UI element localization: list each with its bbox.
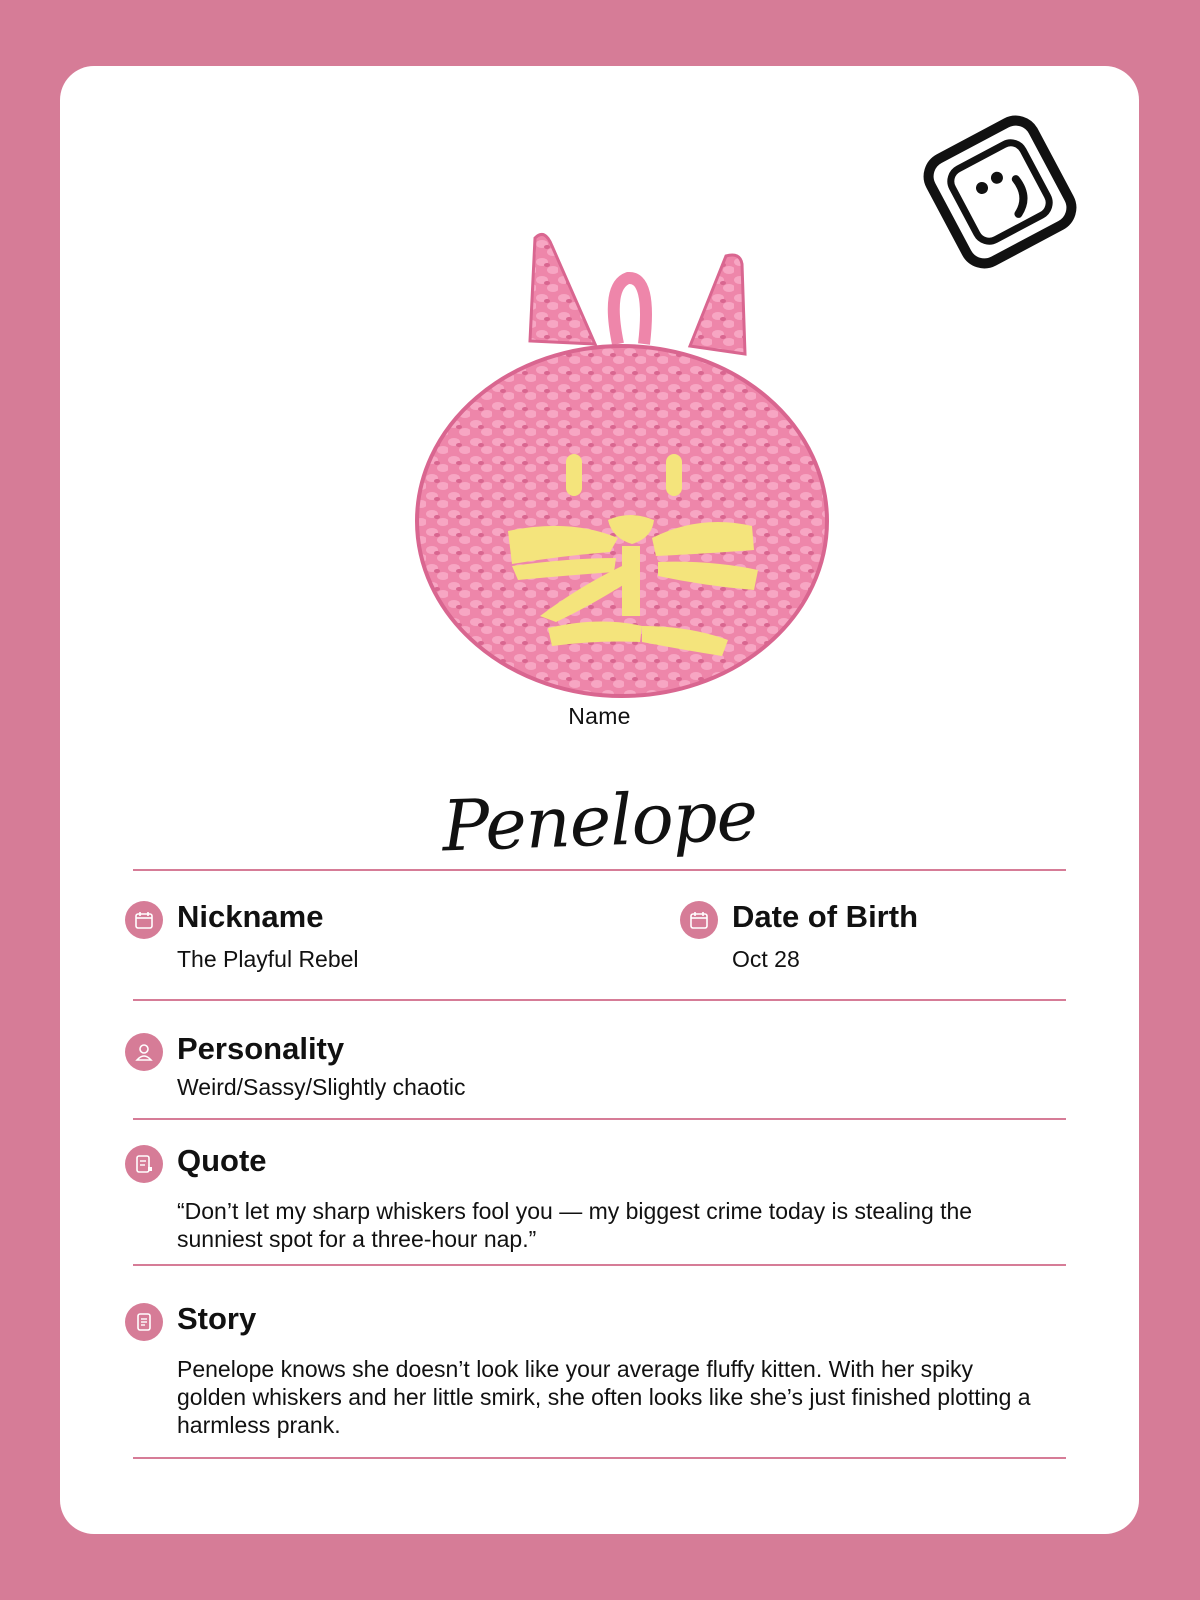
smiley-stamp-icon [920, 112, 1080, 272]
document-quote-icon [125, 1145, 163, 1183]
quote-title: Quote [177, 1143, 267, 1178]
divider [133, 999, 1066, 1001]
divider [133, 1118, 1066, 1120]
date-of-birth-title: Date of Birth [732, 899, 918, 934]
story-title: Story [177, 1301, 257, 1336]
name-label: Name [568, 703, 631, 729]
date-of-birth-value: Oct 28 [732, 946, 800, 972]
nickname-value: The Playful Rebel [177, 946, 359, 972]
personality-value: Weird/Sassy/Slightly chaotic [177, 1074, 466, 1100]
crochet-cat-image [360, 166, 840, 746]
divider [133, 1264, 1066, 1266]
nickname-title: Nickname [177, 899, 324, 934]
name-signature: Penelope [440, 774, 759, 868]
personality-title: Personality [177, 1031, 345, 1066]
story-value: Penelope knows she doesn’t look like your average fluffy kitten. With her spiky golden whiskers and her little smirk, she often looks like she’s just finished plotting a harmless prank. [177, 1356, 1031, 1438]
person-icon [125, 1033, 163, 1071]
document-icon [125, 1303, 163, 1341]
profile-card [60, 66, 1139, 1534]
quote-value: “Don’t let my sharp whiskers fool you — my biggest crime today is stealing the sunniest spot for a three-hour nap.” [177, 1198, 973, 1252]
calendar-icon [125, 901, 163, 939]
divider [133, 1457, 1066, 1459]
calendar-icon [680, 901, 718, 939]
divider [133, 869, 1066, 871]
